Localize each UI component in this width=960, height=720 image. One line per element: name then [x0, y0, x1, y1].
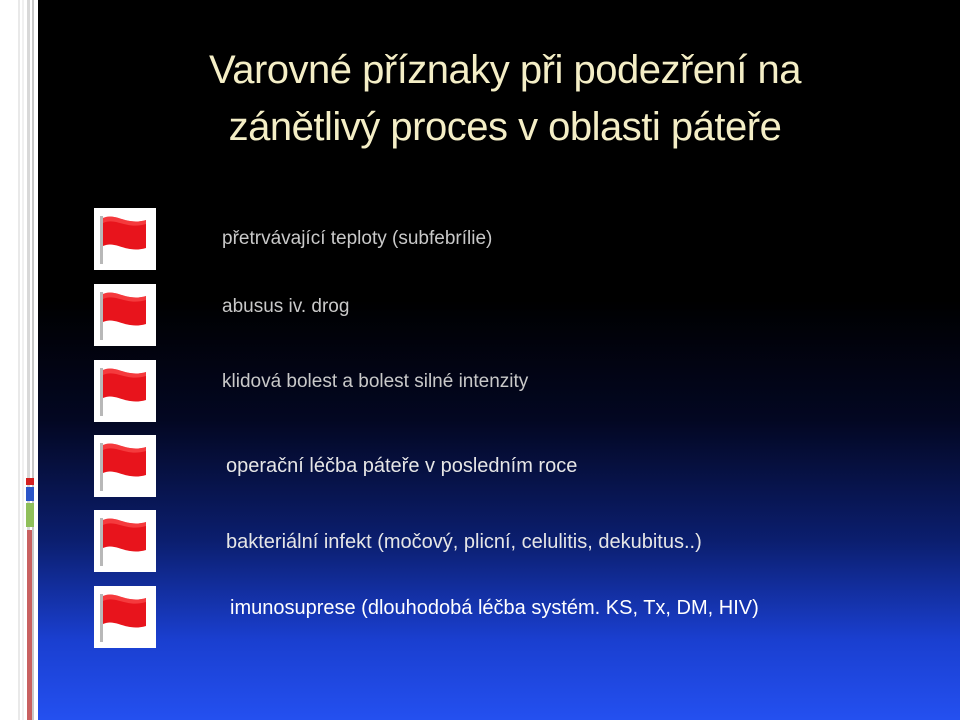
red-flag-icon	[94, 435, 156, 497]
decorative-bar	[32, 0, 34, 720]
red-flag-icon	[94, 360, 156, 422]
slide-title-line-1: Varovné příznaky při podezření na	[209, 48, 801, 92]
red-flag-icon	[94, 208, 156, 270]
warning-sign-item: abusus iv. drog	[222, 296, 350, 317]
left-decorative-strip	[0, 0, 38, 720]
decorative-bar	[26, 478, 34, 485]
decorative-bar	[26, 487, 34, 501]
warning-sign-item: imunosuprese (dlouhodobá léčba systém. KS, Tx, DM, HIV)	[230, 597, 759, 619]
warning-sign-item: bakteriální infekt (močový, plicní, celulitis, dekubitus..)	[226, 531, 702, 553]
decorative-bar	[18, 0, 20, 720]
red-flag-icon	[94, 510, 156, 572]
slide-title-line-2: zánětlivý proces v oblasti páteře	[228, 105, 782, 149]
warning-sign-item: klidová bolest a bolest silné intenzity	[222, 371, 529, 392]
decorative-bar	[22, 0, 24, 720]
warning-sign-item: operační léčba páteře v posledním roce	[226, 455, 578, 477]
warning-sign-item: přetrvávající teploty (subfebrílie)	[222, 228, 493, 249]
decorative-bar	[27, 530, 32, 720]
red-flag-icon	[94, 586, 156, 648]
decorative-bar	[26, 503, 34, 527]
red-flag-icon	[94, 284, 156, 346]
slide-title	[100, 42, 910, 156]
